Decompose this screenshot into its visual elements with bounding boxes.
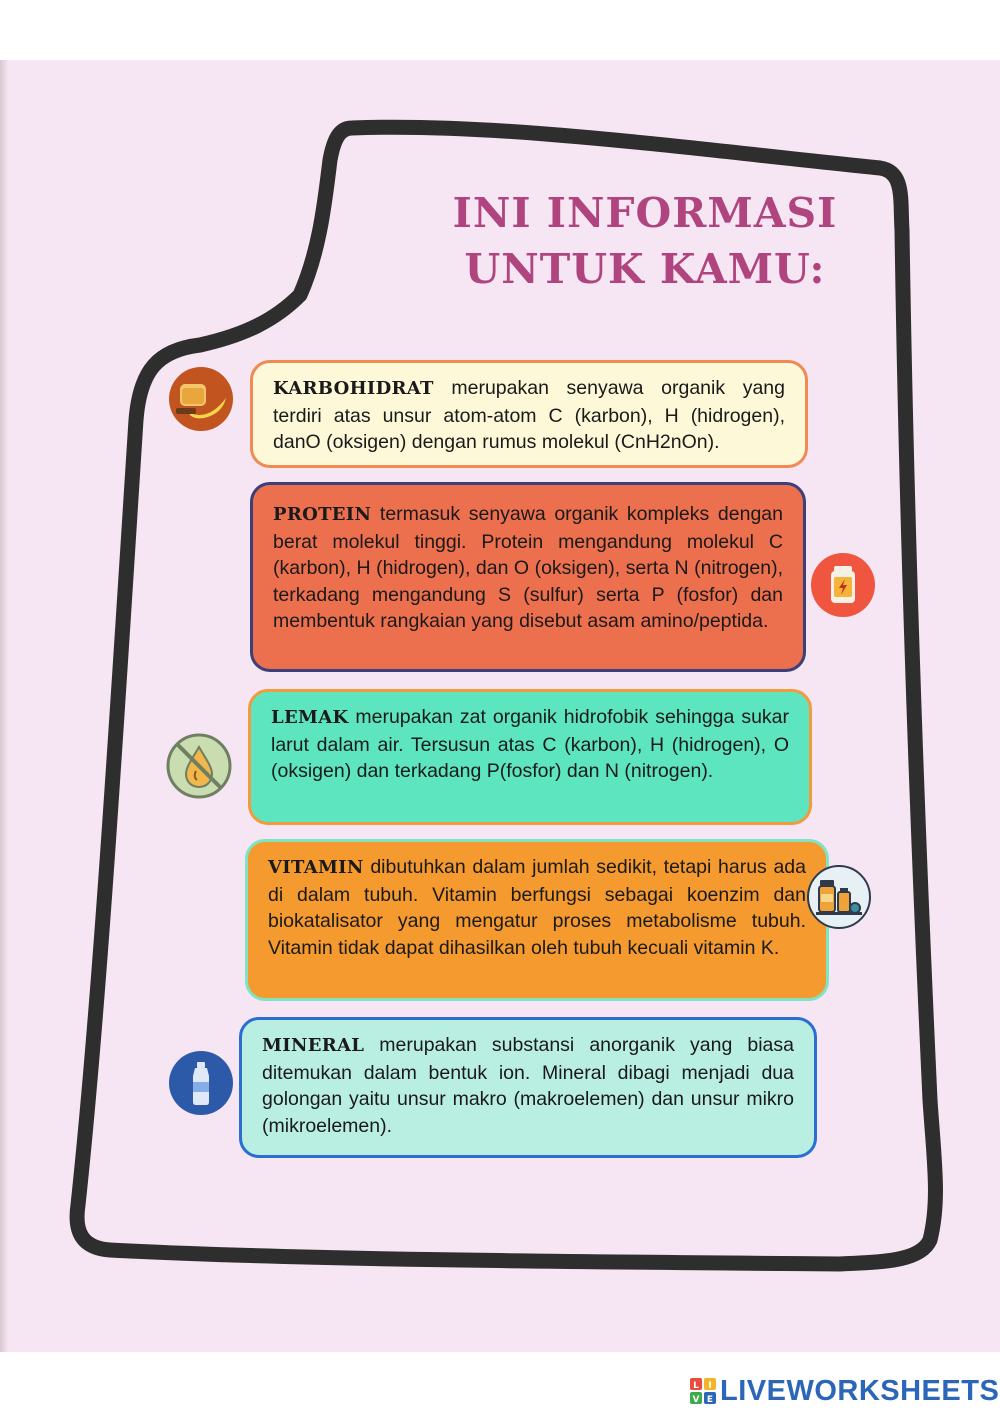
logo-letter-e: E [706, 1395, 714, 1404]
bread-banana-icon [168, 366, 234, 432]
title-line-2: UNTUK KAMU: [464, 245, 826, 293]
card-term: LEMAK [271, 707, 349, 728]
logo-letter-i: I [708, 1381, 712, 1391]
card-text: merupakan senyawa organik yang terdiri atas unsur atom-atom C (karbon), H (hidrogen), danO (oksigen) dengan rumus molekul (CnH2nOn). [273, 377, 785, 453]
card-term: VITAMIN [268, 857, 364, 878]
card-term: MINERAL [262, 1035, 365, 1056]
logo-letter-v: V [692, 1395, 700, 1404]
liveworksheets-brand [690, 1374, 999, 1408]
card-term: PROTEIN [273, 504, 372, 525]
page-title [440, 185, 850, 297]
card-term: KARBOHIDRAT [273, 378, 434, 399]
water-bottle-icon [168, 1050, 234, 1116]
logo-letter-l: L [693, 1381, 699, 1391]
info-card-karbohidrat [250, 360, 808, 468]
card-text: merupakan substansi anorganik yang biasa ditemukan dalam bentuk ion. Mineral dibagi menjadi dua golongan yaitu unsur makro (makroelemen) dan unsur mikro (mikroelemen). [262, 1034, 794, 1137]
info-card-protein [250, 482, 806, 672]
liveworksheets-logo-icon [690, 1378, 716, 1404]
info-card-vitamin [245, 839, 829, 1001]
info-card-mineral [239, 1017, 817, 1158]
energy-battery-icon [810, 552, 876, 618]
card-text: termasuk senyawa organik kompleks dengan berat molekul tinggi. Protein mengandung molekul C (karbon), H (hidrogen), dan O (oksigen), serta N (nitrogen), terkadang mengandung S (sulfur) serta P (fosfor) dan membentuk rangkaian yang disebut asam amino/peptida. [273, 503, 783, 632]
vitamin-bottles-icon [806, 864, 872, 930]
brand-name: LIVEWORKSHEETS [720, 1374, 1000, 1407]
card-text: merupakan zat organik hidrofobik sehingga sukar larut dalam air. Tersusun atas C (karbon), H (hidrogen), O (oksigen) dan terkadang P(fosfor) dan N (nitrogen). [271, 706, 789, 782]
info-card-lemak [248, 689, 812, 825]
card-text: dibutuhkan dalam jumlah sedikit, tetapi harus ada di dalam tubuh. Vitamin berfungsi sebagai koenzim dan biokatalisator yang mengatur proses metabolisme tubuh. Vitamin tidak dapat dihasilkan oleh tubuh kecuali vitamin K. [268, 856, 806, 959]
title-line-1: INI INFORMASI [452, 189, 838, 237]
no-oil-drop-icon [166, 733, 232, 799]
